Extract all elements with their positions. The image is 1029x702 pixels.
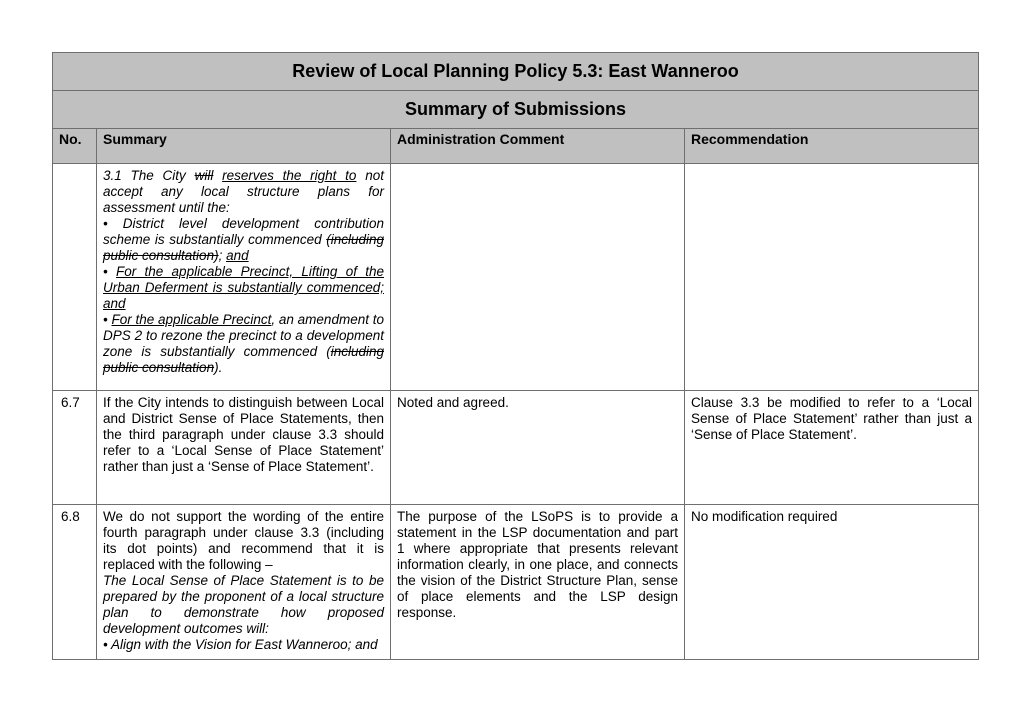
column-header-admin-comment: Administration Comment [391,129,685,164]
column-header-summary: Summary [97,129,391,164]
summary-bullet: • District level development contribution scheme is substantially commenced (including public consultation); and [103,216,384,263]
summary-cell [97,505,391,660]
document-subtitle: Summary of Submissions [53,91,979,129]
row-number [53,164,97,391]
row-number: 6.7 [53,391,97,505]
table-row [53,391,979,505]
column-header-no: No. [53,129,97,164]
table-header-row [53,129,979,164]
summary-paragraph: 3.1 The City will reserves the right to not accept any local structure plans for assessment until the: [103,168,384,215]
table-row [53,505,979,660]
row-number: 6.8 [53,505,97,660]
column-header-recommendation: Recommendation [685,129,979,164]
admin-comment-cell: Noted and agreed. [391,391,685,505]
recommendation-cell: Clause 3.3 be modified to refer to a ‘Local Sense of Place Statement’ rather than just a ‘Sense of Place Statement’. [685,391,979,505]
recommendation-cell: No modification required [685,505,979,660]
summary-cell: If the City intends to distinguish between Local and District Sense of Place Statements, then the third paragraph under clause 3.3 should refer to a ‘Local Sense of Place Statement’ rather than just a ‘Sense of Place Statement’. [97,391,391,505]
document-title: Review of Local Planning Policy 5.3: East Wanneroo [53,53,979,91]
table-row [53,164,979,391]
summary-bullet: • Align with the Vision for East Wanneroo; and [103,637,378,652]
admin-comment-cell [391,164,685,391]
submissions-table [52,52,979,660]
summary-cell [97,164,391,391]
recommendation-cell [685,164,979,391]
summary-bullet: • For the applicable Precinct, an amendment to DPS 2 to rezone the precinct to a development zone is substantially commenced (including public consultation). [103,312,384,375]
summary-bullet: • For the applicable Precinct, Lifting of the Urban Deferment is substantially commenced; and [103,264,384,311]
summary-quoted-text: The Local Sense of Place Statement is to be prepared by the proponent of a local structure plan to demonstrate how proposed development outcomes will: [103,573,384,636]
admin-comment-cell: The purpose of the LSoPS is to provide a statement in the LSP documentation and part 1 where appropriate that presents relevant information clearly, in one place, and connects the vision of the District Structure Plan, sense of place elements and the LSP design response. [391,505,685,660]
summary-paragraph: We do not support the wording of the entire fourth paragraph under clause 3.3 (including its dot points) and recommend that it is replaced with the following – [103,509,384,572]
